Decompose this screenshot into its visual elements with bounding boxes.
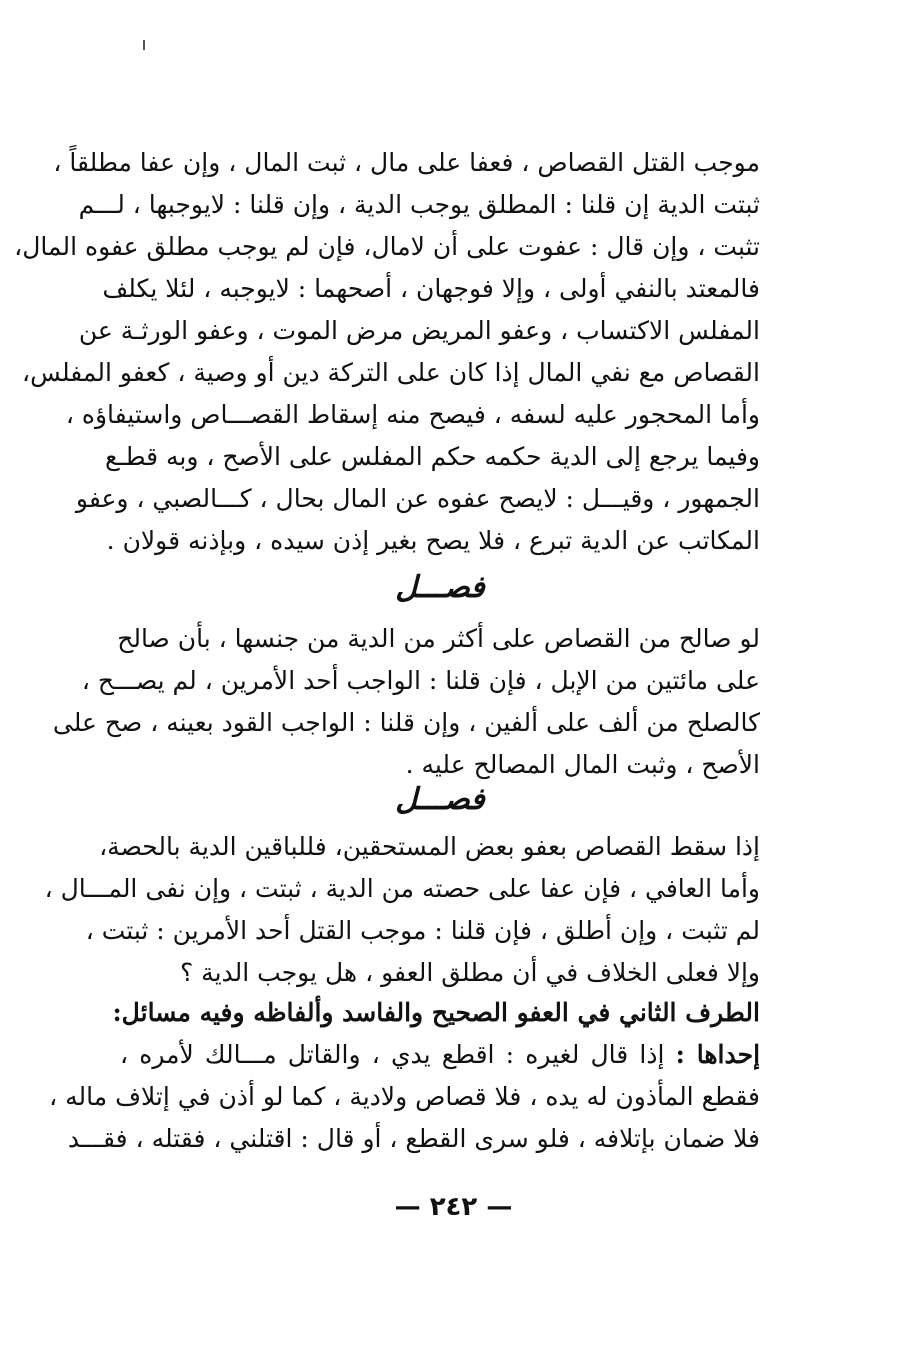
- text-line: المكاتب عن الدية تبرع ، فلا يصح بغير إذن سيده ، وبإذنه قولان .: [106, 526, 760, 555]
- paragraph-3: [44, 826, 760, 994]
- text-line: لو صالح من القصاص على أكثر من الدية من جنسها ، بأن صالح: [117, 624, 760, 653]
- text-line: وفيما يرجع إلى الدية حكمه حكم المفلس على الأصح ، وبه قطـع: [104, 442, 760, 471]
- text-line: الجمهور ، وقيـــل : لايصح عفوه عن المال بحال ، كـــالصبي ، وعفو: [75, 484, 760, 513]
- text-line: وأما المحجور عليه لسفه ، فيصح منه إسقاط القصـــاص واستيفاؤه ،: [65, 400, 760, 429]
- text-line: الأصح ، وثبت المال المصالح عليه .: [405, 750, 760, 779]
- text-line: فقطع المأذون له يده ، فلا قصاص ولادية ، كما لو أذن في إتلاف ماله ،: [49, 1082, 760, 1111]
- scan-mark: [143, 40, 145, 50]
- text-line: [120, 1034, 760, 1076]
- paragraph-2: [52, 618, 760, 786]
- text-line: فالمعتد بالنفي أولى ، وإلا فوجهان ، أصحهما : لايوجبه ، لئلا يكلف: [102, 274, 760, 303]
- text-line: فلا ضمان بإتلافه ، فلو سرى القطع ، أو قال : اقتلني ، فقتله ، فقـــد: [67, 1124, 760, 1153]
- text-line: القصاص مع نفي المال إذا كان على التركة دين أو وصية ، كعفو المفلس،: [22, 358, 760, 387]
- text-line: على مائتين من الإبل ، فإن قلنا : الواجب أحد الأمرين ، لم يصـــح ،: [81, 666, 760, 695]
- text-line: موجب القتل القصاص ، فعفا على مال ، ثبت المال ، وإن عفا مطلقاً ،: [53, 148, 760, 177]
- text-line: وإلا فعلى الخلاف في أن مطلق العفو ، هل يوجب الدية ؟: [179, 958, 760, 987]
- text-line: إذا سقط القصاص بعفو بعض المستحقين، فللباقين الدية بالحصة،: [99, 832, 760, 861]
- text-line: لم تثبت ، وإن أطلق ، فإن قلنا : موجب القتل أحد الأمرين : ثبتت ،: [85, 916, 760, 945]
- text-line: المفلس الاكتساب ، وعفو المريض مرض الموت ، وعفو الورثـة عن: [78, 316, 760, 345]
- paragraph-lead: إحداها :: [675, 1040, 761, 1069]
- text-line: ثبتت الدية إن قلنا : المطلق يوجب الدية ، وإن قلنا : لايوجبها ، لـــم: [78, 190, 760, 219]
- page-number: — ٢٤٢ —: [394, 1192, 513, 1222]
- section-heading-1: فصـــل: [395, 570, 485, 605]
- text-line: وأما العافي ، فإن عفا على حصته من الدية ، ثبتت ، وإن نفى المـــال ،: [44, 874, 760, 903]
- text-line: كالصلح من ألف على ألفين ، وإن قلنا : الواجب القود بعينه ، صح على: [52, 708, 760, 737]
- paragraph-4: [49, 992, 761, 1160]
- paragraph-1: [14, 142, 760, 562]
- text-line-rest: إذا قال لغيره : اقطع يدي ، والقاتل مـــالك لأمره ،: [120, 1040, 676, 1069]
- section-heading-2: فصـــل: [395, 782, 485, 817]
- section-title: الطرف الثاني في العفو الصحيح والفاسد وألفاظه وفيه مسائل:: [112, 998, 760, 1027]
- text-line: تثبت ، وإن قال : عفوت على أن لامال، فإن لم يوجب مطلق عفوه المال،: [14, 232, 760, 261]
